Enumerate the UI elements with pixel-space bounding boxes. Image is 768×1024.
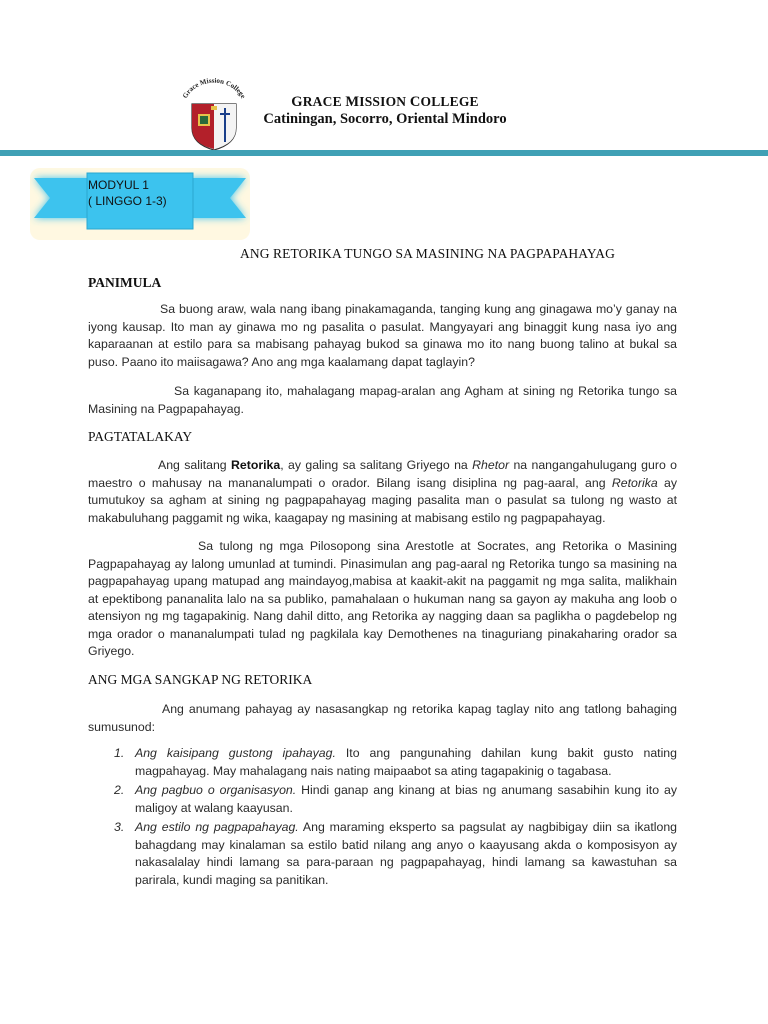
school-seal-icon	[177, 78, 251, 156]
section-heading-panimula: PANIMULA	[88, 275, 162, 290]
school-address: Catiningan, Socorro, Oriental Mindoro	[263, 111, 507, 127]
module-number: MODYUL 1	[88, 178, 149, 192]
list-item: 3. Ang estilo ng pagpapahayag. Ang maraming eksperto sa pagsulat ay nagbibigay diin sa ikatlong bahagdang may kinalaman sa estilo batid nilang ang anyo o kaayusang akda o komposisyon ay nakasalalay hindi lamang sa para-paraan ng pagpapahayag, hindi lamang sa kawastuhan sa parirala, kundi maging sa panitikan.	[114, 820, 677, 887]
section-heading-pagtatalakay: PAGTATALAKAY	[88, 429, 193, 444]
pagtatalakay-paragraph-2: Sa tulong ng mga Pilosopong sina Arestotle at Socrates, ang Retorika o Masining Pagpapahayag ay lalong umunlad at tumindi. Pinasimulan ang pag-aaral ng Retorika tungo sa masining na pagpapahayag upang matupad ang maindayog,mabisa at kaakit-akit na paggamit ng mga salita, malikhain at epektibong pananalita lalo na sa publiko, pamahalaan o hukuman nang sa gayon ay makuha ang loob o atensiyon ng mg tagapakinig. Nang dahil ditto, ang Retorika ay nagging daan sa paglikha o pagdebelop ng mga orador o mananalumpati tulad ng pagkilala kay Demothenes na tinaguriang pinakaharing orador sa Griyego.	[88, 539, 677, 658]
sangkap-intro: Ang anumang pahayag ay nasasangkap ng retorika kapag taglay nito ang tatlong bahaging sumusunod:	[88, 702, 677, 734]
panimula-paragraph-1: Sa buong araw, wala nang ibang pinakamaganda, tanging kung ang ginagawa mo’y ganay na iyong kausap. Ito man ay ginawa mo ng pasalita o pasulat. Mangyayari ang binaggit kung nasa iyo ang kaparaanan at estilo para sa mabisang pahayag bukod sa ginawa mo ito nang buong talino at bukal sa puso. Paano ito maiisagawa? Ano ang mga kaalamang dapat taglayin?	[88, 302, 677, 369]
module-weeks: ( LINGGO 1-3)	[88, 194, 167, 208]
section-heading-sangkap: ANG MGA SANGKAP NG RETORIKA	[88, 672, 313, 687]
sangkap-list	[88, 745, 677, 891]
svg-text:Grace Mission College	[181, 78, 247, 100]
panimula-paragraph-2: Sa kaganapang ito, mahalagang mapag-aralan ang Agham at sining ng Retorika tungo sa Masining na Pagpapahayag.	[88, 384, 677, 416]
list-item: 1. Ang kaisipang gustong ipahayag. Ito ang pangunahing dahilan kung bakit gusto nating magpahayag. May mahalagang nais nating maipaabot sa ating tagapakinig o tagabasa.	[114, 746, 677, 778]
document-title: ANG RETORIKA TUNGO SA MASINING NA PAGPAPAHAYAG	[240, 246, 615, 261]
module-label	[88, 177, 188, 227]
list-item: 2. Ang pagbuo o organisasyon. Hindi ganap ang kinang at bias ng anumang sasabihin kung ito ay maligoy at walang kaayusan.	[114, 783, 677, 815]
header-divider	[0, 150, 768, 156]
logo-arc-text: Grace Mission College	[180, 78, 248, 100]
pagtatalakay-paragraph-1: Ang salitang Retorika, ay galing sa salitang Griyego na Rhetor na nangangahulugang guro o maestro o mahusay na mananalumpati o orador. Bilang isang disiplina ng pag-aaral, ang Retorika ay tumutukoy sa agham at sining ng pagpapahayag maging pasalita man o pasulat sa tulong ng wasto at makabuluhang paggamit ng wika, kaagapay ng masining at mabisang estilo ng pagpapahayag.	[88, 458, 678, 525]
school-name: GRACE MISSION COLLEGE	[291, 94, 479, 110]
